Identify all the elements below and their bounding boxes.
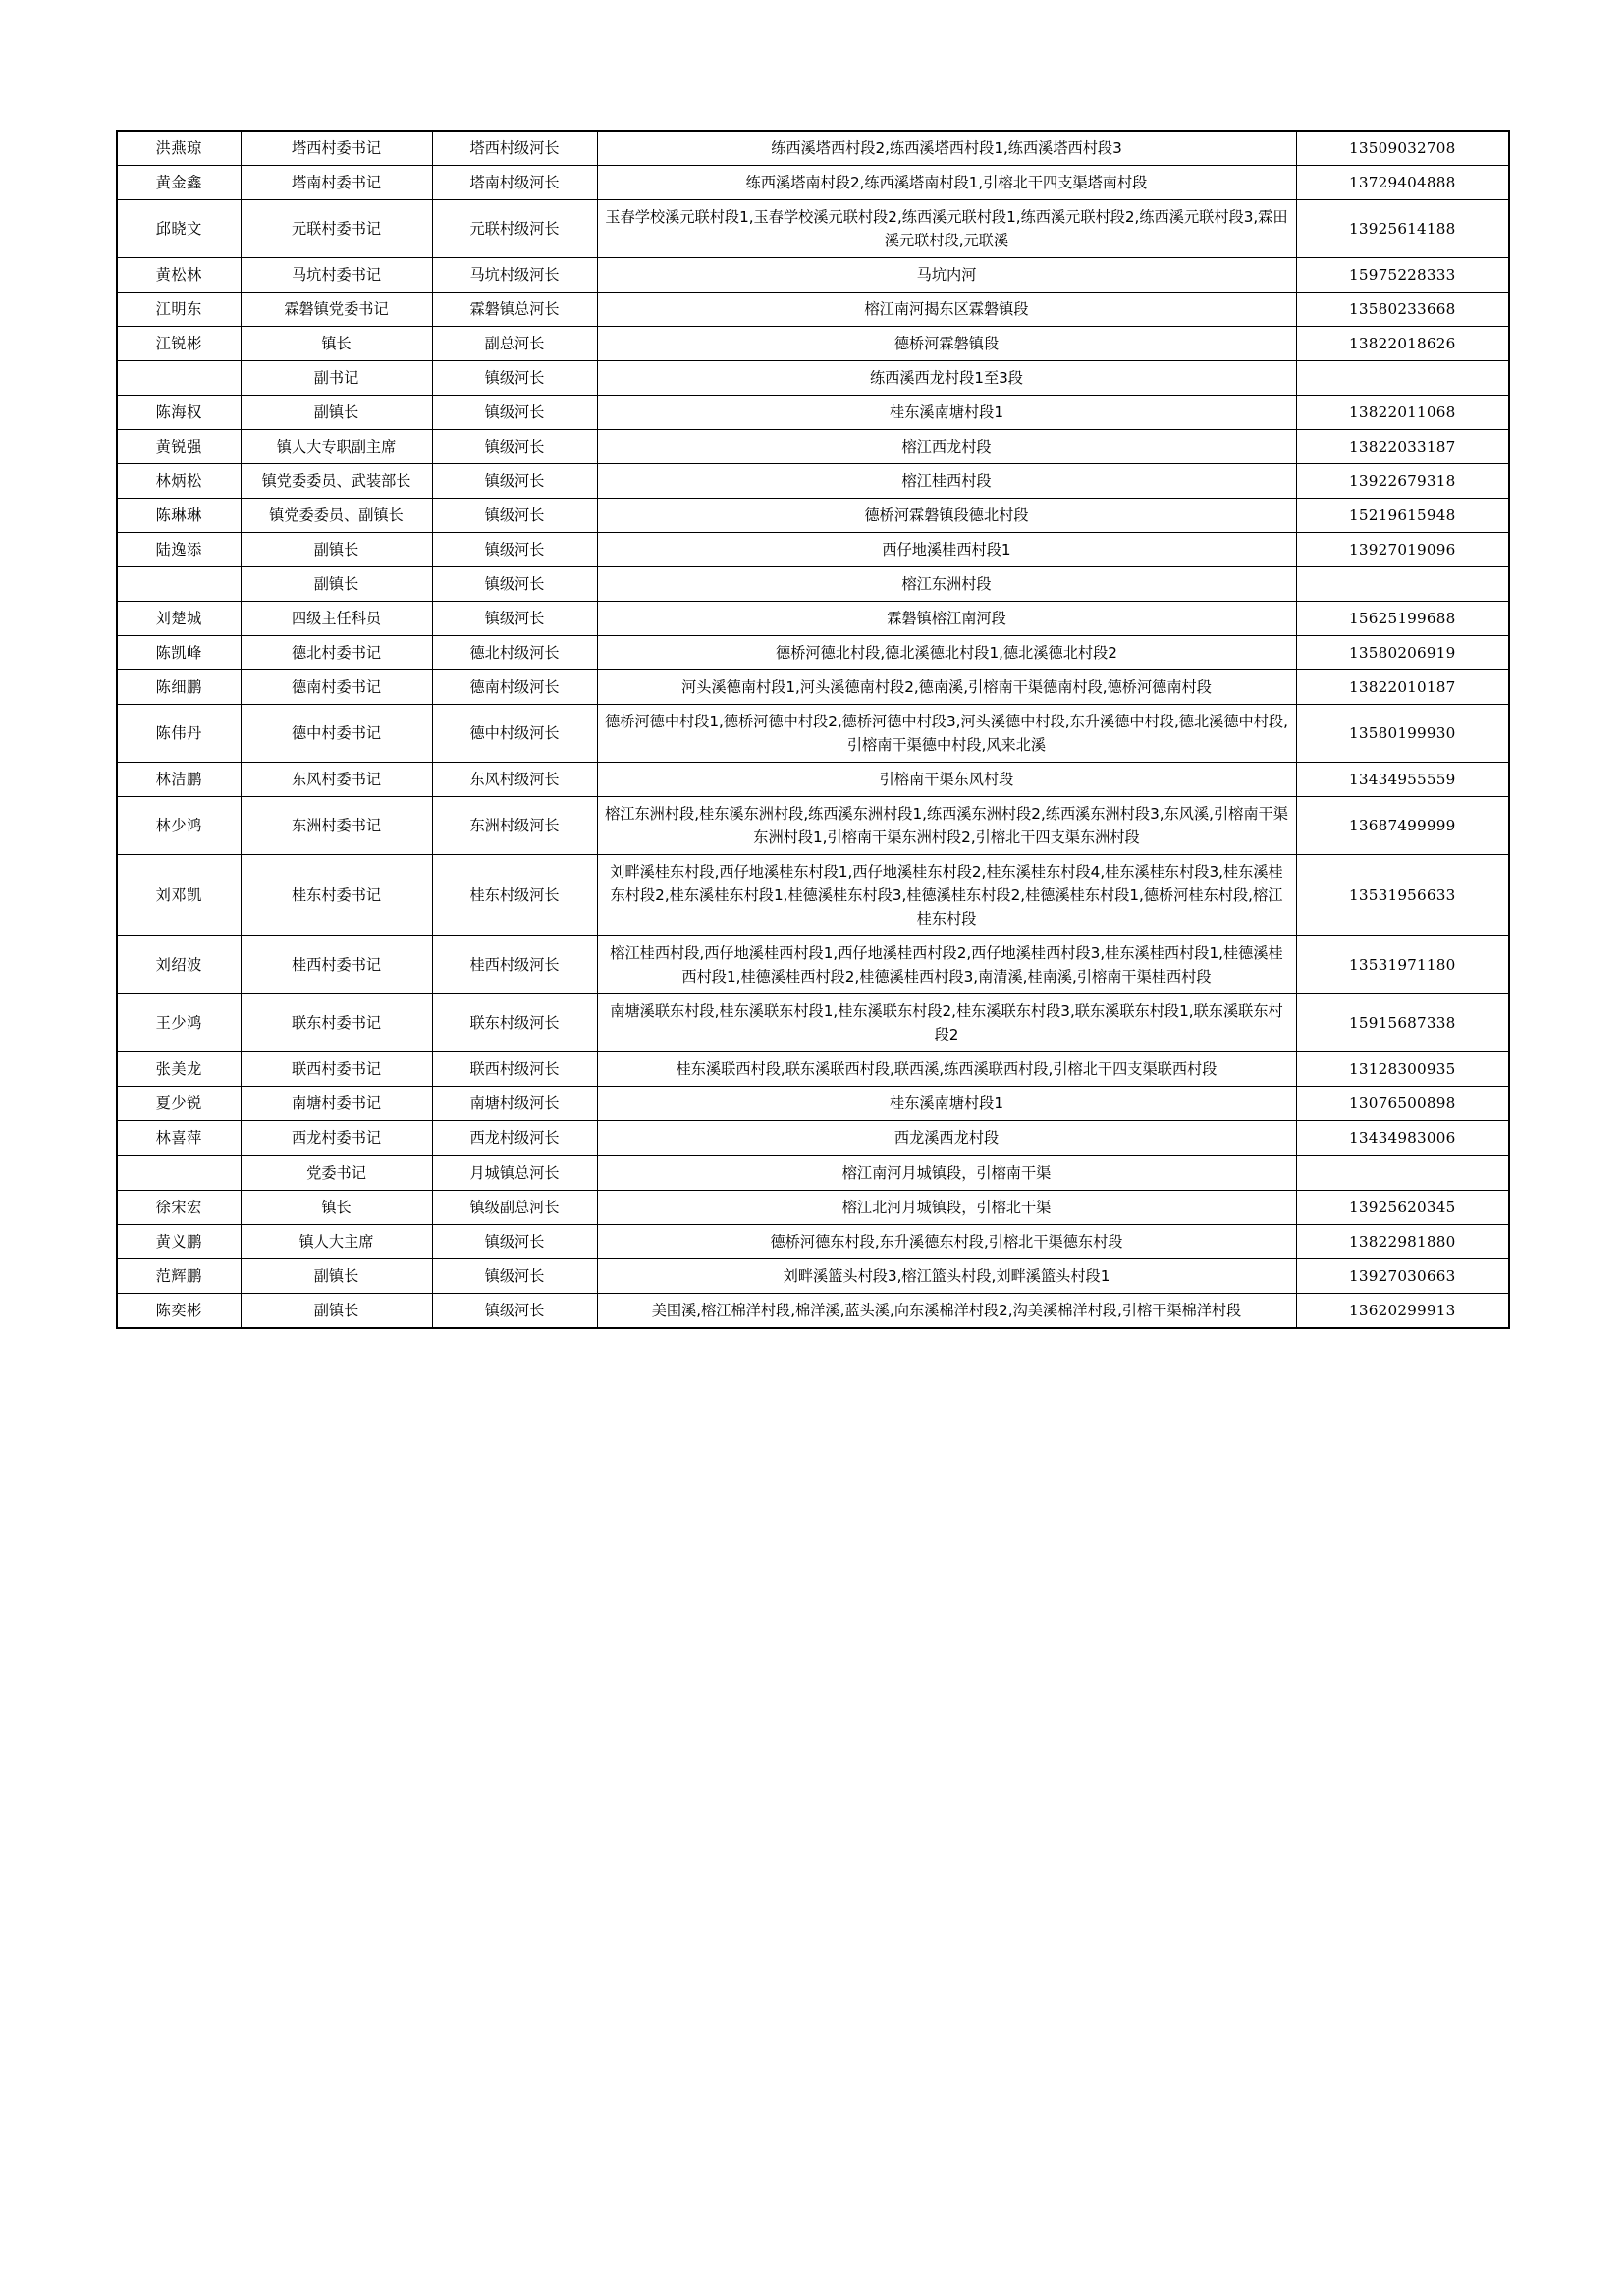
cell-name: 江明东 xyxy=(117,293,241,327)
table-row xyxy=(117,994,1509,1052)
cell-phone: 13620299913 xyxy=(1296,1293,1509,1328)
cell-phone: 13509032708 xyxy=(1296,131,1509,166)
table-row xyxy=(117,361,1509,396)
table-row xyxy=(117,464,1509,499)
cell-river-scope: 榕江东洲村段 xyxy=(597,567,1296,602)
cell-post: 南塘村委书记 xyxy=(241,1087,432,1121)
table-row xyxy=(117,1155,1509,1190)
cell-river-chief-role: 德中村级河长 xyxy=(432,705,597,763)
cell-river-scope: 榕江南河揭东区霖磐镇段 xyxy=(597,293,1296,327)
cell-name: 王少鸿 xyxy=(117,994,241,1052)
cell-river-chief-role: 元联村级河长 xyxy=(432,200,597,258)
cell-river-chief-role: 南塘村级河长 xyxy=(432,1087,597,1121)
cell-post: 联东村委书记 xyxy=(241,994,432,1052)
cell-river-chief-role: 镇级河长 xyxy=(432,1224,597,1258)
cell-post: 西龙村委书记 xyxy=(241,1121,432,1155)
cell-name: 黄锐强 xyxy=(117,430,241,464)
cell-river-scope: 德桥河霖磐镇段 xyxy=(597,327,1296,361)
cell-river-scope: 榕江南河月城镇段，引榕南干渠 xyxy=(597,1155,1296,1190)
table-row xyxy=(117,293,1509,327)
table-row xyxy=(117,1121,1509,1155)
cell-name: 林少鸿 xyxy=(117,797,241,855)
cell-river-scope: 练西溪西龙村段1至3段 xyxy=(597,361,1296,396)
cell-river-scope: 榕江桂西村段,西仔地溪桂西村段1,西仔地溪桂西村段2,西仔地溪桂西村段3,桂东溪桂西村段1,桂德溪桂西村段1,桂德溪桂西村段2,桂德溪桂西村段3,南清溪,桂南溪,引榕南干渠桂西村段 xyxy=(597,936,1296,994)
cell-post: 德中村委书记 xyxy=(241,705,432,763)
cell-name: 刘绍波 xyxy=(117,936,241,994)
table-row xyxy=(117,1224,1509,1258)
cell-river-chief-role: 桂东村级河长 xyxy=(432,855,597,936)
cell-post: 副书记 xyxy=(241,361,432,396)
cell-name: 陈细鹏 xyxy=(117,670,241,705)
cell-post: 马坑村委书记 xyxy=(241,258,432,293)
cell-name xyxy=(117,1155,241,1190)
cell-phone: 15915687338 xyxy=(1296,994,1509,1052)
table-row xyxy=(117,131,1509,166)
cell-river-scope: 引榕南干渠东风村段 xyxy=(597,763,1296,797)
cell-phone: 13925620345 xyxy=(1296,1190,1509,1224)
river-chief-roster-table xyxy=(116,130,1510,1329)
cell-river-scope: 练西溪塔西村段2,练西溪塔西村段1,练西溪塔西村段3 xyxy=(597,131,1296,166)
table-row xyxy=(117,602,1509,636)
cell-river-chief-role: 霖磐镇总河长 xyxy=(432,293,597,327)
cell-phone: 15219615948 xyxy=(1296,499,1509,533)
cell-name: 夏少锐 xyxy=(117,1087,241,1121)
cell-phone: 15625199688 xyxy=(1296,602,1509,636)
cell-phone: 13580199930 xyxy=(1296,705,1509,763)
cell-name: 张美龙 xyxy=(117,1052,241,1087)
cell-river-chief-role: 桂西村级河长 xyxy=(432,936,597,994)
cell-river-scope: 榕江北河月城镇段，引榕北干渠 xyxy=(597,1190,1296,1224)
cell-river-chief-role: 镇级河长 xyxy=(432,430,597,464)
cell-phone: 13925614188 xyxy=(1296,200,1509,258)
cell-phone: 13434955559 xyxy=(1296,763,1509,797)
cell-post: 桂东村委书记 xyxy=(241,855,432,936)
cell-post: 镇人大主席 xyxy=(241,1224,432,1258)
cell-post: 党委书记 xyxy=(241,1155,432,1190)
cell-river-scope: 桂东溪南塘村段1 xyxy=(597,1087,1296,1121)
cell-name: 洪燕琼 xyxy=(117,131,241,166)
cell-name: 黄义鹏 xyxy=(117,1224,241,1258)
cell-river-scope: 德桥河德东村段,东升溪德东村段,引榕北干渠德东村段 xyxy=(597,1224,1296,1258)
table-body xyxy=(117,131,1509,1328)
cell-river-scope: 西龙溪西龙村段 xyxy=(597,1121,1296,1155)
cell-name: 林洁鹏 xyxy=(117,763,241,797)
cell-name: 林炳松 xyxy=(117,464,241,499)
cell-river-chief-role: 镇级河长 xyxy=(432,464,597,499)
cell-name: 陈奕彬 xyxy=(117,1293,241,1328)
cell-post: 德南村委书记 xyxy=(241,670,432,705)
cell-phone: 13922679318 xyxy=(1296,464,1509,499)
cell-phone: 13531956633 xyxy=(1296,855,1509,936)
cell-name: 邱晓文 xyxy=(117,200,241,258)
cell-river-scope: 美围溪,榕江棉洋村段,棉洋溪,蓝头溪,向东溪棉洋村段2,沟美溪棉洋村段,引榕干渠棉洋村段 xyxy=(597,1293,1296,1328)
cell-post: 镇长 xyxy=(241,327,432,361)
cell-river-chief-role: 德北村级河长 xyxy=(432,636,597,670)
cell-river-scope: 马坑内河 xyxy=(597,258,1296,293)
cell-river-chief-role: 镇级副总河长 xyxy=(432,1190,597,1224)
cell-post: 四级主任科员 xyxy=(241,602,432,636)
cell-post: 副镇长 xyxy=(241,533,432,567)
cell-river-scope: 德桥河德北村段,德北溪德北村段1,德北溪德北村段2 xyxy=(597,636,1296,670)
cell-phone: 13729404888 xyxy=(1296,166,1509,200)
cell-river-scope: 桂东溪南塘村段1 xyxy=(597,396,1296,430)
cell-river-scope: 南塘溪联东村段,桂东溪联东村段1,桂东溪联东村段2,桂东溪联东村段3,联东溪联东村段1,联东溪联东村段2 xyxy=(597,994,1296,1052)
cell-post: 镇人大专职副主席 xyxy=(241,430,432,464)
cell-river-chief-role: 德南村级河长 xyxy=(432,670,597,705)
cell-river-chief-role: 塔南村级河长 xyxy=(432,166,597,200)
cell-river-chief-role: 镇级河长 xyxy=(432,1258,597,1293)
cell-phone: 13822011068 xyxy=(1296,396,1509,430)
cell-name: 刘邓凯 xyxy=(117,855,241,936)
cell-river-scope: 桂东溪联西村段,联东溪联西村段,联西溪,练西溪联西村段,引榕北干四支渠联西村段 xyxy=(597,1052,1296,1087)
table-row xyxy=(117,763,1509,797)
cell-name: 黄金鑫 xyxy=(117,166,241,200)
table-row xyxy=(117,936,1509,994)
cell-river-chief-role: 联西村级河长 xyxy=(432,1052,597,1087)
cell-phone: 13434983006 xyxy=(1296,1121,1509,1155)
cell-post: 东风村委书记 xyxy=(241,763,432,797)
cell-post: 镇长 xyxy=(241,1190,432,1224)
cell-river-scope: 刘畔溪篮头村段3,榕江篮头村段,刘畔溪篮头村段1 xyxy=(597,1258,1296,1293)
cell-name: 刘楚城 xyxy=(117,602,241,636)
cell-river-scope: 霖磐镇榕江南河段 xyxy=(597,602,1296,636)
table-row xyxy=(117,166,1509,200)
cell-post: 副镇长 xyxy=(241,1258,432,1293)
cell-phone: 13580233668 xyxy=(1296,293,1509,327)
cell-river-chief-role: 镇级河长 xyxy=(432,396,597,430)
table-row xyxy=(117,797,1509,855)
table-row xyxy=(117,567,1509,602)
table-row xyxy=(117,1087,1509,1121)
table-row xyxy=(117,1258,1509,1293)
cell-river-scope: 河头溪德南村段1,河头溪德南村段2,德南溪,引榕南干渠德南村段,德桥河德南村段 xyxy=(597,670,1296,705)
cell-name: 陈伟丹 xyxy=(117,705,241,763)
table-row xyxy=(117,1293,1509,1328)
cell-phone: 13128300935 xyxy=(1296,1052,1509,1087)
cell-phone xyxy=(1296,1155,1509,1190)
cell-river-chief-role: 镇级河长 xyxy=(432,567,597,602)
cell-river-scope: 刘畔溪桂东村段,西仔地溪桂东村段1,西仔地溪桂东村段2,桂东溪桂东村段4,桂东溪桂东村段3,桂东溪桂东村段2,桂东溪桂东村段1,桂德溪桂东村段3,桂德溪桂东村段2,桂德溪桂东村段1,德桥河桂东村段,榕江桂东村段 xyxy=(597,855,1296,936)
table-row xyxy=(117,533,1509,567)
cell-phone: 13927019096 xyxy=(1296,533,1509,567)
cell-post: 联西村委书记 xyxy=(241,1052,432,1087)
cell-river-scope: 西仔地溪桂西村段1 xyxy=(597,533,1296,567)
cell-name: 徐宋宏 xyxy=(117,1190,241,1224)
cell-name xyxy=(117,361,241,396)
cell-river-chief-role: 东洲村级河长 xyxy=(432,797,597,855)
cell-river-chief-role: 镇级河长 xyxy=(432,499,597,533)
cell-post: 镇党委委员、武装部长 xyxy=(241,464,432,499)
cell-post: 东洲村委书记 xyxy=(241,797,432,855)
table-row xyxy=(117,670,1509,705)
cell-phone: 13822018626 xyxy=(1296,327,1509,361)
cell-phone: 13531971180 xyxy=(1296,936,1509,994)
cell-post: 塔南村委书记 xyxy=(241,166,432,200)
cell-river-chief-role: 马坑村级河长 xyxy=(432,258,597,293)
table-row xyxy=(117,499,1509,533)
cell-river-chief-role: 塔西村级河长 xyxy=(432,131,597,166)
cell-name: 陈海权 xyxy=(117,396,241,430)
cell-river-chief-role: 镇级河长 xyxy=(432,1293,597,1328)
cell-post: 副镇长 xyxy=(241,396,432,430)
cell-phone: 13927030663 xyxy=(1296,1258,1509,1293)
table-row xyxy=(117,1190,1509,1224)
cell-phone: 15975228333 xyxy=(1296,258,1509,293)
cell-river-chief-role: 月城镇总河长 xyxy=(432,1155,597,1190)
table-row xyxy=(117,1052,1509,1087)
cell-river-scope: 德桥河霖磐镇段德北村段 xyxy=(597,499,1296,533)
cell-post: 塔西村委书记 xyxy=(241,131,432,166)
cell-post: 副镇长 xyxy=(241,567,432,602)
cell-name: 陆逸添 xyxy=(117,533,241,567)
cell-river-chief-role: 西龙村级河长 xyxy=(432,1121,597,1155)
cell-river-chief-role: 镇级河长 xyxy=(432,361,597,396)
cell-river-scope: 练西溪塔南村段2,练西溪塔南村段1,引榕北干四支渠塔南村段 xyxy=(597,166,1296,200)
table-row xyxy=(117,327,1509,361)
cell-river-chief-role: 联东村级河长 xyxy=(432,994,597,1052)
cell-post: 元联村委书记 xyxy=(241,200,432,258)
cell-river-chief-role: 镇级河长 xyxy=(432,533,597,567)
cell-river-scope: 榕江桂西村段 xyxy=(597,464,1296,499)
cell-river-chief-role: 副总河长 xyxy=(432,327,597,361)
cell-river-scope: 榕江西龙村段 xyxy=(597,430,1296,464)
cell-post: 镇党委委员、副镇长 xyxy=(241,499,432,533)
cell-phone: 13822033187 xyxy=(1296,430,1509,464)
table-row xyxy=(117,705,1509,763)
cell-name: 林喜萍 xyxy=(117,1121,241,1155)
cell-phone: 13580206919 xyxy=(1296,636,1509,670)
cell-river-chief-role: 镇级河长 xyxy=(432,602,597,636)
cell-post: 霖磐镇党委书记 xyxy=(241,293,432,327)
cell-name: 江锐彬 xyxy=(117,327,241,361)
cell-name: 黄松林 xyxy=(117,258,241,293)
cell-river-scope: 玉春学校溪元联村段1,玉春学校溪元联村段2,练西溪元联村段1,练西溪元联村段2,练西溪元联村段3,霖田溪元联村段,元联溪 xyxy=(597,200,1296,258)
cell-river-scope: 榕江东洲村段,桂东溪东洲村段,练西溪东洲村段1,练西溪东洲村段2,练西溪东洲村段3,东风溪,引榕南干渠东洲村段1,引榕南干渠东洲村段2,引榕北干四支渠东洲村段 xyxy=(597,797,1296,855)
cell-post: 副镇长 xyxy=(241,1293,432,1328)
cell-river-scope: 德桥河德中村段1,德桥河德中村段2,德桥河德中村段3,河头溪德中村段,东升溪德中村段,德北溪德中村段,引榕南干渠德中村段,风来北溪 xyxy=(597,705,1296,763)
cell-name xyxy=(117,567,241,602)
cell-name: 范辉鹏 xyxy=(117,1258,241,1293)
cell-name: 陈凯峰 xyxy=(117,636,241,670)
cell-post: 桂西村委书记 xyxy=(241,936,432,994)
table-row xyxy=(117,396,1509,430)
cell-phone xyxy=(1296,567,1509,602)
table-row xyxy=(117,200,1509,258)
table-row xyxy=(117,430,1509,464)
cell-post: 德北村委书记 xyxy=(241,636,432,670)
table-row xyxy=(117,636,1509,670)
table-row xyxy=(117,855,1509,936)
cell-phone: 13822981880 xyxy=(1296,1224,1509,1258)
cell-phone: 13687499999 xyxy=(1296,797,1509,855)
cell-phone: 13076500898 xyxy=(1296,1087,1509,1121)
table-row xyxy=(117,258,1509,293)
cell-name: 陈琳琳 xyxy=(117,499,241,533)
cell-phone xyxy=(1296,361,1509,396)
cell-river-chief-role: 东风村级河长 xyxy=(432,763,597,797)
cell-phone: 13822010187 xyxy=(1296,670,1509,705)
